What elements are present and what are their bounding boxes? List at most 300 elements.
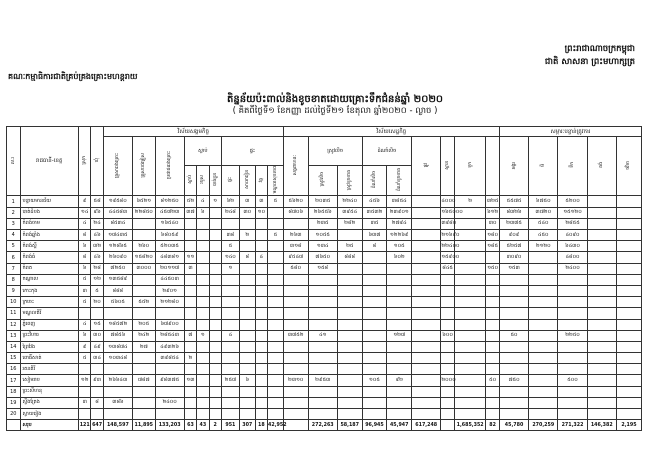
cell-value: ១២៧ [387,330,412,341]
cell-province: សៀមរាប [20,375,79,386]
cell-value: ៩៨៣៧៥ [155,375,184,386]
cell-value [221,353,239,364]
cell-value: 272,263 [308,420,337,431]
cell-value [387,308,412,319]
cell-value [133,386,156,397]
cell-value: ៥ [268,196,284,207]
cell-value: 96,945 [362,420,387,431]
cell-value [103,386,132,397]
cell-value [308,297,337,308]
cell-value [209,341,221,352]
cell-value: ១០៥៥ [308,230,337,241]
col-roads: ផ្លូវ [412,137,441,196]
cell-value [441,364,455,375]
cell-value [184,308,196,319]
cell-province: កណ្ដាល [20,274,79,285]
cell-value [412,207,441,218]
cell-value: ១៤ [79,207,91,218]
cell-value [362,263,387,274]
cell-value [412,252,441,263]
cell-value [486,353,500,364]
cell-value: ១២៨៦៥ [103,241,132,252]
cell-value: ៤៥៦ [362,196,387,207]
cell-value [558,409,587,420]
cell-value [587,285,616,296]
cell-value [308,285,337,296]
cell-value [308,274,337,285]
cell-value [255,263,267,274]
cell-value: ១៨៥ [486,241,500,252]
cell-no: 4 [7,230,21,241]
cell-value: ២៨២ [337,218,362,229]
cell-no: 14 [7,341,21,352]
cell-value: ៣៧២០ [529,207,558,218]
cell-value [197,252,209,263]
cell-value [529,353,558,364]
table-row [7,375,642,386]
cell-value [255,308,267,319]
cell-value: 18 [255,420,267,431]
cell-value [239,353,255,364]
committee-name: គណៈកម្មាធិការជាតិគ្រប់គ្រងគ្រោះមហន្តរាយ [8,72,138,81]
cell-value [387,319,412,330]
cell-value [239,274,255,285]
cell-value [587,397,616,408]
cell-value: ៦៨០៥៩ [155,230,184,241]
cell-value: ៤៦ [91,230,103,241]
cell-province: ព្រៃវែង [20,341,79,352]
cell-value: ៤ [79,319,91,330]
cell-value: 43 [197,420,209,431]
cell-value: ១៣ [184,375,196,386]
cell-value [616,207,641,218]
cell-value [268,218,284,229]
cell-value [387,263,412,274]
cell-value [268,386,284,397]
cell-value [337,364,362,375]
cell-value [362,330,387,341]
cell-value [558,285,587,296]
cell-value [362,319,387,330]
table-row [7,218,642,229]
cell-value: ៥៦២០ [283,196,308,207]
cell-value [486,386,500,397]
cell-value [412,319,441,330]
cell-value: ៤ [197,196,209,207]
cell-value [91,364,103,375]
cell-value [616,196,641,207]
cell-value [209,319,221,330]
cell-value [268,263,284,274]
cell-value: ៧៨៧ [133,375,156,386]
cell-value: ៣ [255,196,267,207]
col-tents: តង់ [587,137,616,196]
cell-value [486,297,500,308]
cell-value [283,341,308,352]
cell-value [558,386,587,397]
cell-value [412,409,441,420]
cell-value: ២៨៥៥ [558,218,587,229]
table-row [7,409,642,420]
cell-value [283,218,308,229]
cell-value [387,386,412,397]
cell-value: ១៣៤ [308,241,337,252]
cell-value: ៥ [79,297,91,308]
cell-province: ស្ទឹងត្រែង [20,397,79,408]
cell-value [529,297,558,308]
col-injured: របួស [197,166,209,196]
cell-value [454,274,486,285]
cell-value: ៤០០០ [441,196,455,207]
cell-value [268,207,284,218]
cell-value: ៨១២៥០ [155,196,184,207]
cell-value [454,218,486,229]
motto-heading: ជាតិ សាសនា ព្រះមហាក្សត្រ [544,57,635,67]
cell-value [387,353,412,364]
cell-value [184,241,196,252]
cell-value: ២៨៥៤៣ [155,330,184,341]
table-row [7,285,642,296]
cell-value: ៥២០៣៥ [155,241,184,252]
cell-value [499,386,528,397]
cell-value [337,230,362,241]
cell-value: ៩៥៤៧ [283,252,308,263]
table-row [7,230,642,241]
cell-no: 7 [7,263,21,274]
cell-no: 8 [7,274,21,285]
cell-value [337,397,362,408]
cell-value: ១៥៣ [499,263,528,274]
col-no: ល.រ [7,127,21,196]
cell-value: ៨ [362,241,387,252]
cell-value: ៣៧៥២ [283,330,308,341]
cell-value [616,218,641,229]
cell-value [412,375,441,386]
cell-value [239,241,255,252]
cell-value: ៥០ [499,330,528,341]
cell-value [221,285,239,296]
cell-value [184,341,196,352]
cell-value [283,409,308,420]
cell-value [197,308,209,319]
cell-value [362,409,387,420]
cell-value: 63 [184,420,196,431]
cell-value [362,341,387,352]
col-rice-bags: អង្ករ [499,137,528,196]
cell-value [587,252,616,263]
cell-value: ៧៦៥០ [308,252,337,263]
cell-value: ១៧៤៣៥ [103,230,132,241]
cell-value [529,319,558,330]
cell-value [337,274,362,285]
cell-value: 951 [221,420,239,431]
cell-value: ៨ [79,230,91,241]
cell-value: ៣០ [91,330,103,341]
cell-no: 1 [7,196,21,207]
col-communes: ឃុំ [91,127,103,196]
cell-value [197,409,209,420]
cell-value [412,196,441,207]
col-farm: ដំណាំលិច [362,137,412,166]
cell-value [412,386,441,397]
cell-value [362,386,387,397]
cell-value: ១៦៥៤០ [155,218,184,229]
cell-value [133,364,156,375]
cell-value: ៣៩៥៤ [337,207,362,218]
cell-value [91,409,103,420]
cell-value: ៣ [239,196,255,207]
cell-value [209,397,221,408]
cell-value [558,297,587,308]
cell-value [441,308,455,319]
cell-value: 1,685,352 [454,420,486,431]
cell-value [412,308,441,319]
col-casualties: ស្លាប់ [184,137,221,166]
cell-value [239,409,255,420]
cell-value [79,386,91,397]
cell-value [387,297,412,308]
cell-value: ១៣៥៨៩ [103,274,132,285]
cell-value [412,297,441,308]
cell-value [184,274,196,285]
cell-value [255,397,267,408]
cell-value [268,308,284,319]
cell-value [255,364,267,375]
cell-value: ២៣៥ [308,218,337,229]
cell-value [412,353,441,364]
cell-value [308,397,337,408]
cell-value: ២៥ [337,241,362,252]
cell-value [268,375,284,386]
cell-province: មណ្ឌលគិរី [20,308,79,319]
cell-value [184,397,196,408]
cell-value [268,353,284,364]
cell-value: ៤ [255,252,267,263]
cell-value: ១៣៨៧៤ [103,341,132,352]
cell-province: ពោធិ៍សាត់ [20,353,79,364]
cell-value: ៣៤ [91,353,103,364]
col-water: ទឹក [558,137,587,196]
cell-value [255,409,267,420]
cell-value [587,409,616,420]
cell-value: ៤៥០ [529,230,558,241]
cell-value [91,386,103,397]
cell-value: ២២៨៥០ [133,207,156,218]
cell-value [616,397,641,408]
cell-value [184,218,196,229]
cell-value [499,364,528,375]
cell-value [221,308,239,319]
cell-value [133,308,156,319]
cell-no: 10 [7,297,21,308]
cell-value [268,364,284,375]
cell-value: ៦ [79,330,91,341]
cell-value [255,341,267,352]
cell-value [616,252,641,263]
cell-value [412,364,441,375]
cell-value: ២៤០០ [558,263,587,274]
cell-value [184,230,196,241]
cell-value: ២២៤០ [337,196,362,207]
cell-value [197,353,209,364]
cell-value [91,308,103,319]
cell-value [283,353,308,364]
cell-value [454,319,486,330]
cell-value [197,364,209,375]
table-row [7,386,642,397]
cell-value: ៥៥៧៥ [499,196,528,207]
cell-value: ១២២៦៩ [387,230,412,241]
cell-value [197,241,209,252]
cell-value [529,364,558,375]
cell-value [283,297,308,308]
cell-value: 45,947 [387,420,412,431]
cell-value [337,263,362,274]
cell-value [499,341,528,352]
cell-value [197,375,209,386]
cell-value: ២៦៥៥៦ [308,207,337,218]
cell-value [255,297,267,308]
cell-no: 13 [7,330,21,341]
cell-value [209,386,221,397]
cell-value [616,330,641,341]
cell-value: ១ [197,330,209,341]
cell-value [486,364,500,375]
cell-value: ១០៥ [387,241,412,252]
cell-value [337,386,362,397]
cell-value [221,297,239,308]
cell-value [412,230,441,241]
cell-value [133,230,156,241]
cell-value: ៣២ [91,241,103,252]
cell-value [587,207,616,218]
cell-value: 271,322 [558,420,587,431]
cell-value [616,364,641,375]
cell-value: ២៨ [91,263,103,274]
cell-value: ៨ [239,252,255,263]
cell-value [255,386,267,397]
col-boats-2 [486,137,500,196]
cell-value [239,364,255,375]
cell-value [587,274,616,285]
cell-value: ៣៨ [221,230,239,241]
cell-no: 18 [7,386,21,397]
cell-value [239,285,255,296]
col-noodles: មី [529,137,558,196]
cell-value [103,409,132,420]
cell-value: ៧៨៥៦ [103,330,132,341]
cell-value: ២៧៩៤ [387,218,412,229]
cell-value [529,285,558,296]
cell-value: ២០ [91,297,103,308]
cell-value [362,364,387,375]
cell-value: ៥៨០ [283,263,308,274]
cell-value: ២៦០៩០ [103,252,132,263]
cell-value [133,285,156,296]
cell-value [155,409,184,420]
cell-value [221,341,239,352]
group-social: វិស័យសង្គមកិច្ច [103,127,283,137]
cell-value [79,308,91,319]
cell-value [616,319,641,330]
cell-value [362,297,387,308]
cell-value [79,409,91,420]
cell-value: ៥៤០ [529,218,558,229]
cell-value [283,364,308,375]
cell-value [454,263,486,274]
cell-value: ៤៩ [91,341,103,352]
cell-value: ៨ [91,397,103,408]
col-houses: ផ្ទះ [221,166,239,196]
cell-value [209,375,221,386]
cell-value [616,241,641,252]
cell-value: ៨៤៥ [441,263,455,274]
cell-value [441,420,455,431]
cell-value [616,285,641,296]
cell-value: ៩២ [387,375,412,386]
cell-value: 42,952 [268,420,284,431]
cell-value: ៥ [221,241,239,252]
cell-value [337,285,362,296]
cell-value [255,274,267,285]
cell-value [209,297,221,308]
cell-value: ៤ [221,330,239,341]
cell-value [587,308,616,319]
cell-value [197,386,209,397]
cell-value [209,353,221,364]
cell-value: ៦៧៥០ [529,196,558,207]
cell-value: ៣ [184,263,196,274]
cell-province: កំពង់ធំ [20,252,79,263]
col-evacuated-families: គ្រួសារជម្លៀស [133,137,156,196]
table-total-row [7,420,642,431]
cell-value [283,319,308,330]
cell-province: កំពង់ស្ពឺ [20,241,79,252]
col-boats: ទូក [454,137,486,196]
cell-value [587,341,616,352]
cell-value [283,397,308,408]
col-rice-damaged: ស្រូវខូចខាត [337,166,362,196]
cell-value [454,297,486,308]
cell-no: 6 [7,252,21,263]
cell-value [337,375,362,386]
cell-value [441,409,455,420]
cell-value: ២៤ [91,218,103,229]
cell-value [587,319,616,330]
col-province: រាជធានី-ខេត្ត [20,127,79,196]
cell-value: ៥០ [486,375,500,386]
cell-value [209,263,221,274]
cell-value [337,297,362,308]
cell-value: ៧២៥០ [103,263,132,274]
cell-value [209,252,221,263]
cell-no: 12 [7,319,21,330]
cell-value [184,409,196,420]
cell-value: ១០៣៤៨ [103,353,132,364]
cell-value: ៨៥៣៤ [103,218,132,229]
cell-value [209,330,221,341]
cell-value [486,341,500,352]
cell-value [239,218,255,229]
cell-value: 307 [239,420,255,431]
cell-value: ២៦៣ [283,230,308,241]
col-health-centers: មណ្ឌលសុខភាព [268,166,284,196]
cell-value [362,252,387,263]
damage-table [6,126,642,431]
cell-value [529,386,558,397]
cell-value: ២៧ [133,341,156,352]
cell-value [387,397,412,408]
